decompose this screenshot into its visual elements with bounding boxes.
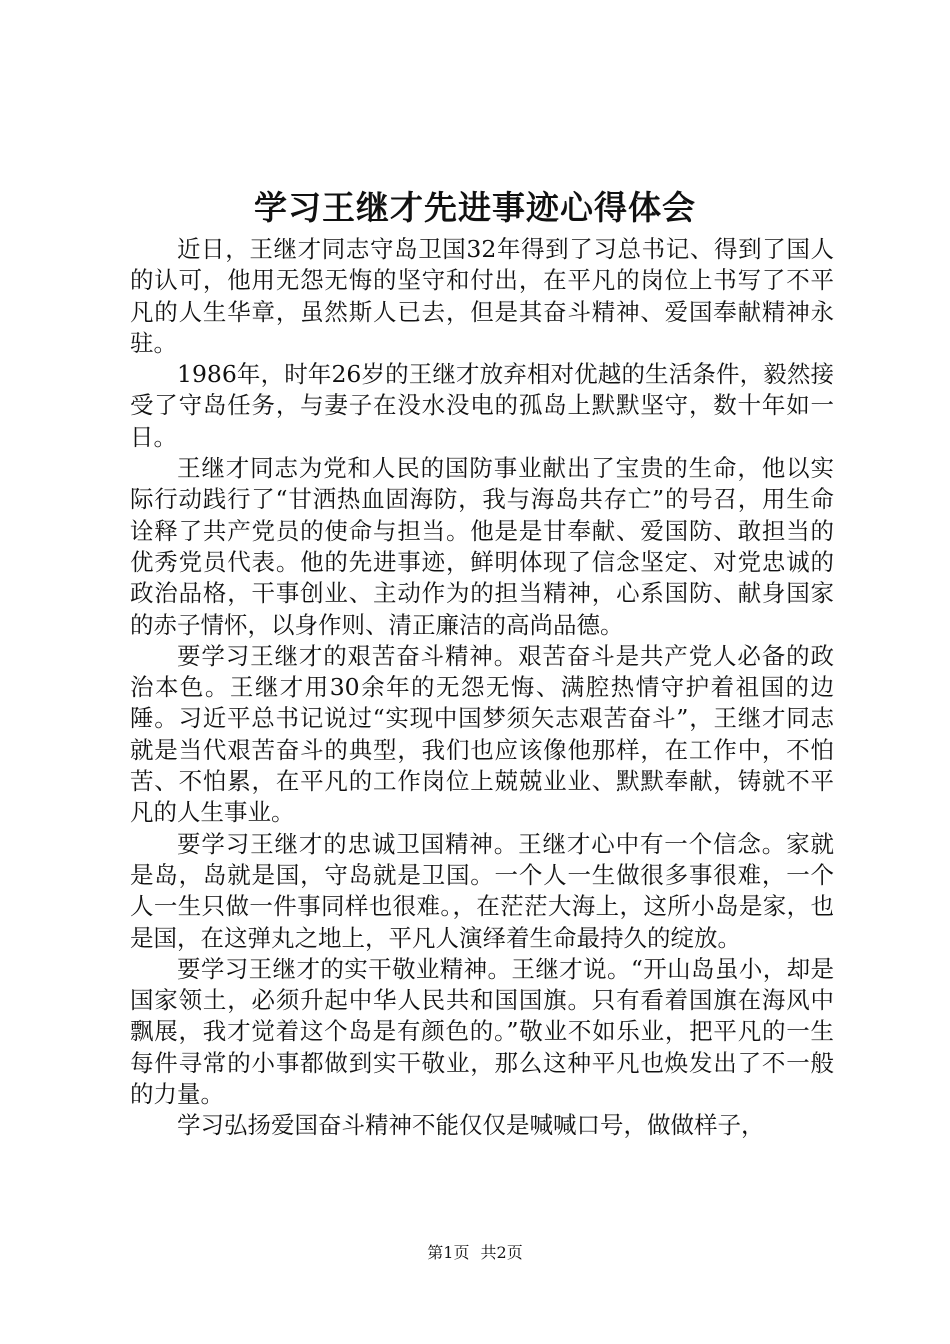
paragraph-3: 王继才同志为党和人民的国防事业献出了宝贵的生命，他以实际行动践行了“甘洒热血固海防，我与海岛共存亡”的号召，用生命诠释了共产党员的使命与担当。他是是甘奉献、爱国防、敢担当的优秀党员代表。他的先进事迹，鲜明体现了信念坚定、对党忠诚的政治品格，干事创业、主动作为的担当精神，心系国防、献身国家的赤子情怀，以身作则、清正廉洁的高尚品德。 [130, 454, 834, 639]
paragraph-7: 学习弘扬爱国奋斗精神不能仅仅是喊喊口号，做做样子， [177, 1111, 765, 1140]
page-total: 共2页 [480, 1243, 523, 1262]
paragraph-2: 1986年，时年26岁的王继才放弃相对优越的生活条件，毅然接受了守岛任务，与妻子在没水没电的孤岛上默默坚守，数十年如一日。 [130, 360, 834, 451]
paragraph-1: 近日，王继才同志守岛卫国32年得到了习总书记、得到了国人的认可，他用无怨无悔的坚守和付出，在平凡的岗位上书写了不平凡的人生华章，虽然斯人已去，但是其奋斗精神、爱国奉献精神永驻。 [130, 235, 834, 357]
paragraph-4: 要学习王继才的艰苦奋斗精神。艰苦奋斗是共产党人必备的政治本色。王继才用30余年的无怨无悔、满腔热情守护着祖国的边陲。习近平总书记说过“实现中国梦须矢志艰苦奋斗”，王继才同志就是当代艰苦奋斗的典型，我们也应该像他那样，在工作中，不怕苦、不怕累，在平凡的工作岗位上兢兢业业、默默奉献，铸就不平凡的人生事业。 [130, 641, 834, 827]
paragraph-6: 要学习王继才的实干敬业精神。王继才说。“开山岛虽小，却是国家领土，必须升起中华人民共和国国旗。只有看着国旗在海风中飘展，我才觉着这个岛是有颜色的。”敬业不如乐业，把平凡的一生每件寻常的小事都做到实干敬业，那么这种平凡也焕发出了不一般的力量。 [130, 954, 834, 1109]
document-body [130, 234, 834, 1142]
page-footer [0, 1242, 950, 1264]
paragraph-5: 要学习王继才的忠诚卫国精神。王继才心中有一个信念。家就是岛，岛就是国，守岛就是卫国。一个人一生做很多事很难，一个人一生只做一件事同样也很难。，在茫茫大海上，这所小岛是家，也是国，在这弹丸之地上，平凡人演绎着生命最持久的绽放。 [130, 829, 834, 952]
document-title: 学习王继才先进事迹心得体会 [254, 188, 696, 227]
page-number: 第1页 [427, 1243, 470, 1262]
